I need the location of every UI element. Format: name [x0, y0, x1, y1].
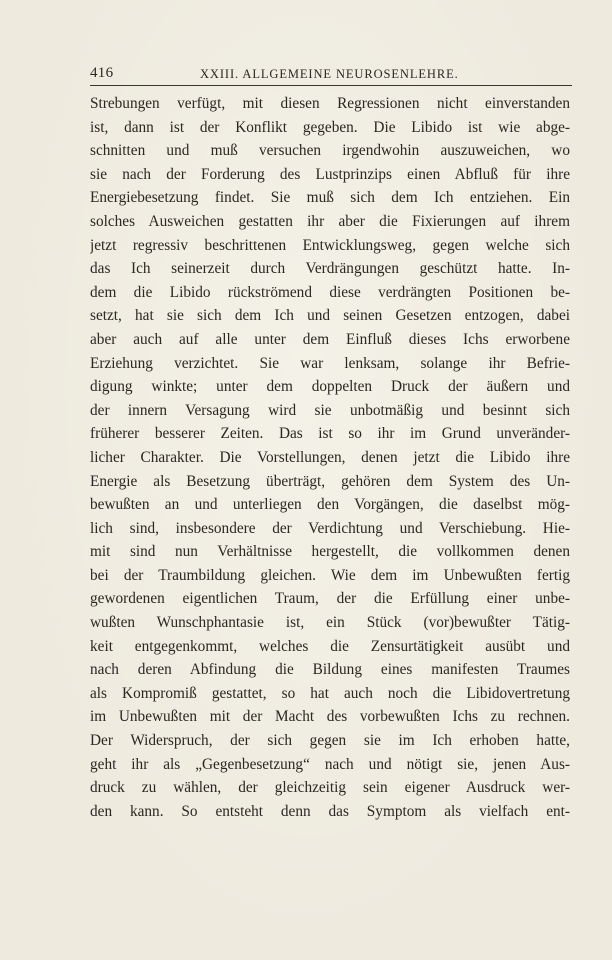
text-line: digung winkte; unter dem doppelten Druck der äußern und: [90, 378, 570, 396]
text-line: bewußten an und unterliegen den Vorgängen, die daselbst mög-: [90, 496, 570, 514]
header-rule: [90, 85, 572, 86]
text-line: solches Ausweichen gestatten ihr aber die Fixierungen auf ihrem: [90, 212, 570, 230]
text-line: jetzt regressiv beschrittenen Entwicklungsweg, gegen welche sich: [90, 236, 570, 254]
text-line: den kann. So entsteht denn das Symptom als vielfach ent-: [90, 802, 570, 820]
running-head: [90, 63, 572, 83]
page-number: 416: [90, 65, 114, 81]
body-text: [90, 92, 570, 823]
text-line: druck zu wählen, der gleichzeitig sein eigener Ausdruck wer-: [90, 779, 570, 797]
text-line: gewordenen eigentlichen Traum, der die Erfüllung einer unbe-: [90, 590, 570, 608]
text-line: geht ihr als „Gegenbesetzung“ nach und nötigt sie, jenen Aus-: [90, 755, 570, 773]
chapter-heading: XXIII. ALLGEMEINE NEUROSENLEHRE.: [200, 67, 459, 81]
text-line: nach deren Abfindung die Bildung eines manifesten Traumes: [90, 661, 570, 679]
text-line: früherer besserer Zeiten. Das ist so ihr im Grund unveränder-: [90, 425, 570, 443]
text-line: setzt, hat sie sich dem Ich und seinen Gesetzen entzogen, dabei: [90, 307, 570, 325]
text-line: sie nach der Forderung des Lustprinzips einen Abfluß für ihre: [90, 165, 570, 183]
text-line: das Ich seinerzeit durch Verdrängungen geschützt hatte. In-: [90, 260, 570, 278]
text-line: aber auch auf alle unter dem Einfluß dieses Ichs erworbene: [90, 330, 570, 348]
text-line: im Unbewußten mit der Macht des vorbewußten Ichs zu rechnen.: [90, 708, 570, 726]
text-line: Energie als Besetzung überträgt, gehören dem System des Un-: [90, 472, 570, 490]
text-line: Energiebesetzung findet. Sie muß sich dem Ich entziehen. Ein: [90, 189, 570, 207]
text-line: Erziehung verzichtet. Sie war lenksam, solange ihr Befrie-: [90, 354, 570, 372]
text-line: ist, dann ist der Konflikt gegeben. Die Libido ist wie abge-: [90, 118, 570, 136]
text-line: als Kompromiß gestattet, so hat auch noch die Libidovertretung: [90, 684, 570, 702]
text-line: Der Widerspruch, der sich gegen sie im Ich erhoben hatte,: [90, 732, 570, 750]
text-line: wußten Wunschphantasie ist, ein Stück (vor)bewußter Tätig-: [90, 614, 570, 632]
text-line: licher Charakter. Die Vorstellungen, denen jetzt die Libido ihre: [90, 448, 570, 466]
text-line: der innern Versagung wird sie unbotmäßig und besinnt sich: [90, 401, 570, 419]
text-line: mit sind nun Verhältnisse hergestellt, die vollkommen denen: [90, 543, 570, 561]
text-line: keit entgegenkommt, welches die Zensurtätigkeit ausübt und: [90, 637, 570, 655]
text-line: lich sind, insbesondere der Verdichtung und Verschiebung. Hie-: [90, 519, 570, 537]
text-line: dem die Libido rückströmend diese verdrängten Positionen be-: [90, 283, 570, 301]
text-line: bei der Traumbildung gleichen. Wie dem im Unbewußten fertig: [90, 566, 570, 584]
text-line: schnitten und muß versuchen irgendwohin auszuweichen, wo: [90, 142, 570, 160]
text-line: Strebungen verfügt, mit diesen Regressionen nicht einverstanden: [90, 95, 570, 112]
